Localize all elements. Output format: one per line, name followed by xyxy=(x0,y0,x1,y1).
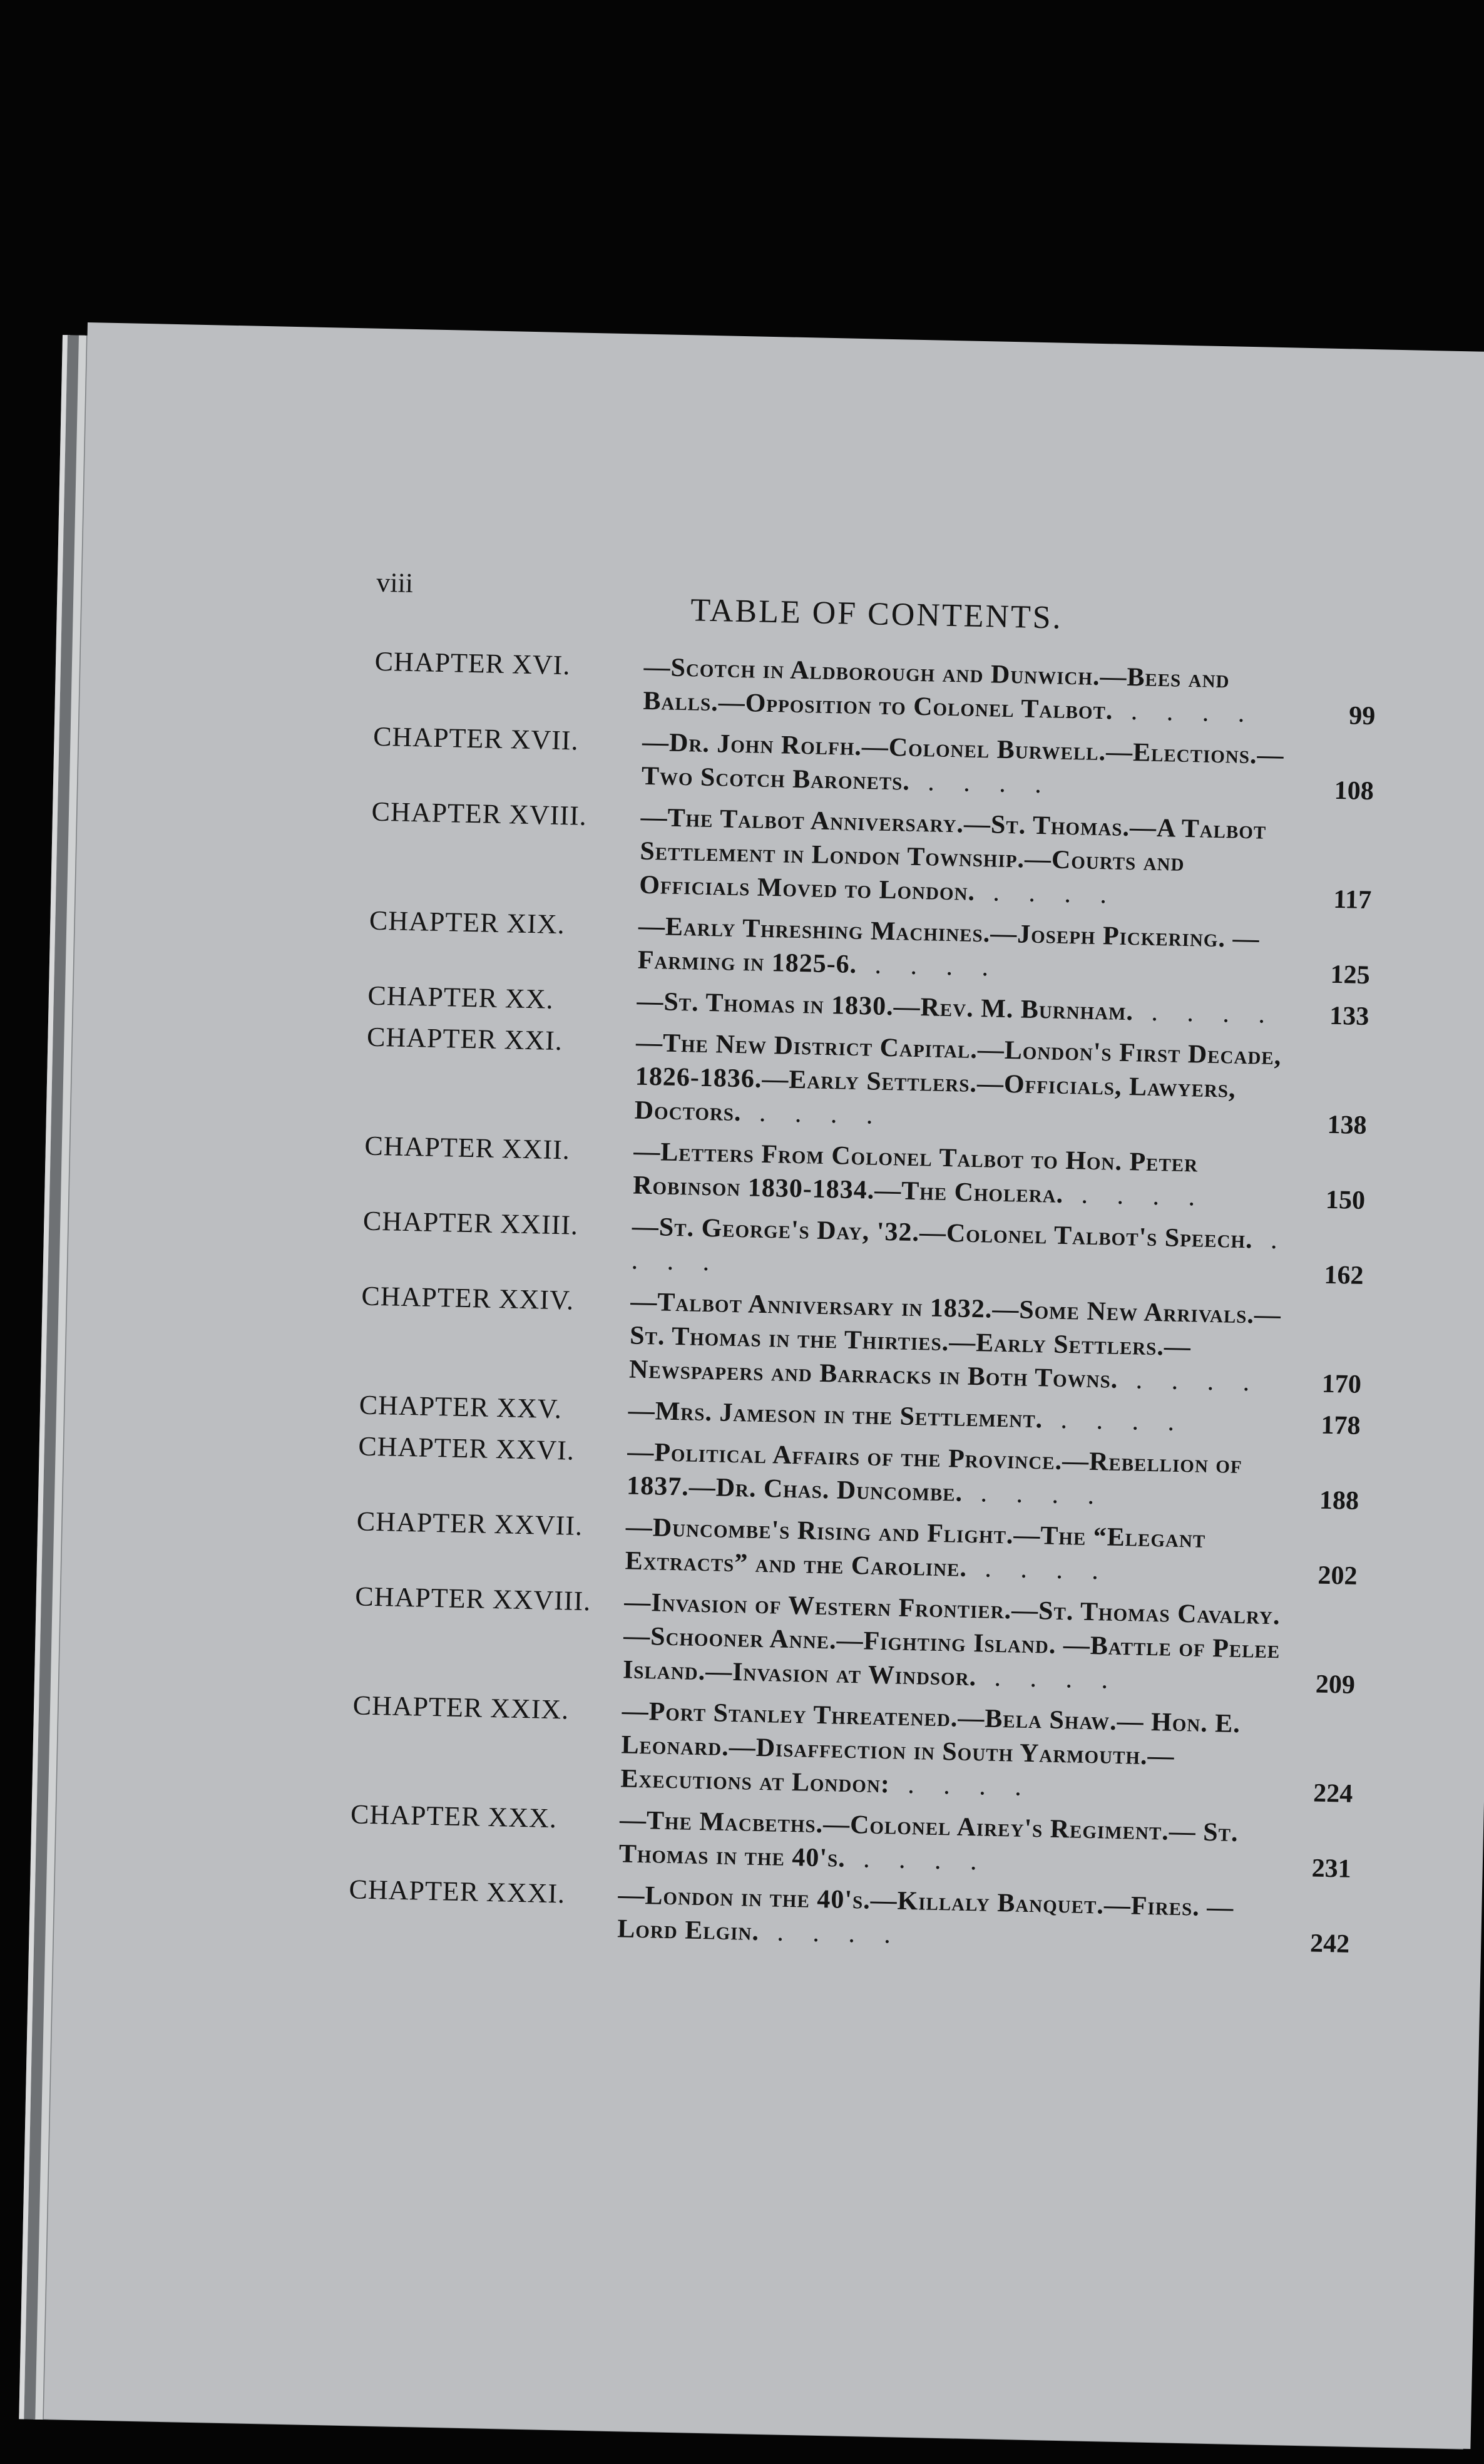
toc-entry xyxy=(356,1504,1358,1593)
chapter-label: CHAPTER XXVI. xyxy=(357,1430,575,1466)
page-title: TABLE OF CONTENTS. xyxy=(690,592,1063,636)
chapter-description: —Duncombe's Rising and Flight.—The “Elegant Extracts” and the Caroline. . . . . xyxy=(625,1512,1206,1586)
chapter-description: —Invasion of Western Frontier.—St. Thomas Cavalry.—Schooner Anne.—Fighting Island. —Battle of Pelee Island.—Invasion at Windsor. . . . . xyxy=(622,1588,1281,1695)
chapter-label: CHAPTER XVII. xyxy=(372,721,580,756)
chapter-description: —Talbot Anniversary in 1832.—Some New Arrivals.—St. Thomas in the Thirties.—Early Settlers.—Newspapers and Barracks in Both Towns. . . . . xyxy=(628,1287,1282,1397)
chapter-description: —Dr. John Rolfh.—Colonel Burwell.—Elections.—Two Scotch Baronets. . . . . xyxy=(641,727,1284,799)
chapter-page-number: 133 xyxy=(1329,1001,1369,1032)
toc-entry xyxy=(374,645,1376,733)
chapter-page-number: 202 xyxy=(1318,1561,1358,1591)
toc-entry xyxy=(349,1797,1352,1886)
chapter-label: CHAPTER XVIII. xyxy=(371,796,588,831)
chapter-description: —St. Thomas in 1830.—Rev. M. Burnham. . . . . xyxy=(636,987,1277,1030)
chapter-page-number: 125 xyxy=(1330,960,1371,990)
chapter-description: —Early Threshing Machines.—Joseph Pickering. —Farming in 1825-6. . . . . xyxy=(637,911,1260,982)
chapter-description: —Port Stanley Threatened.—Bela Shaw.— Hon. E. Leonard.—Disaffection in South Yarmouth.—Executions at London: . . . . xyxy=(620,1697,1241,1802)
chapter-description: —St. George's Day, '32.—Colonel Talbot's Speech. . . . . xyxy=(631,1212,1289,1277)
chapter-page-number: 209 xyxy=(1315,1670,1356,1700)
table-of-contents xyxy=(348,645,1376,1969)
chapter-page-number: 108 xyxy=(1334,776,1374,806)
chapter-label: CHAPTER XXIV. xyxy=(361,1280,575,1316)
chapter-label: CHAPTER XXVII. xyxy=(356,1506,583,1541)
chapter-page-number: 99 xyxy=(1348,701,1376,731)
chapter-page-number: 178 xyxy=(1321,1410,1361,1440)
chapter-label: CHAPTER XX. xyxy=(367,980,555,1015)
toc-entry xyxy=(370,795,1373,917)
chapter-page-number: 117 xyxy=(1333,885,1372,915)
chapter-page-number: 224 xyxy=(1313,1779,1353,1809)
chapter-description: —Letters From Colonel Talbot to Hon. Peter Robinson 1830-1834.—The Cholera. . . . . xyxy=(632,1137,1207,1212)
toc-entry xyxy=(354,1579,1357,1702)
chapter-label: CHAPTER XXVIII. xyxy=(354,1581,591,1617)
toc-entry xyxy=(351,1688,1354,1810)
chapter-label: CHAPTER XXIX. xyxy=(352,1690,570,1725)
chapter-page-number: 188 xyxy=(1319,1486,1359,1516)
book-page xyxy=(44,322,1484,2449)
chapter-label: CHAPTER XXV. xyxy=(359,1389,563,1425)
chapter-label: CHAPTER XXX. xyxy=(350,1799,558,1834)
toc-entry xyxy=(372,720,1375,808)
chapter-page-number: 162 xyxy=(1324,1260,1364,1291)
toc-entry xyxy=(348,1872,1351,1961)
chapter-label: CHAPTER XVI. xyxy=(374,645,571,681)
chapter-description: —Mrs. Jameson in the Settlement. . . . . xyxy=(628,1396,1186,1437)
toc-entry xyxy=(360,1280,1363,1402)
toc-entry xyxy=(362,1204,1364,1293)
chapter-page-number: 150 xyxy=(1325,1185,1366,1216)
chapter-description: —The Talbot Anniversary.—St. Thomas.—A Talbot Settlement in London Township.—Courts and Officials Moved to London. . . . . xyxy=(638,803,1267,910)
chapter-label: CHAPTER XXIII. xyxy=(362,1205,579,1241)
chapter-page-number: 170 xyxy=(1321,1369,1362,1399)
chapter-description: —The New District Capital.—London's First Decade, 1826-1836.—Early Settlers.—Officials, Lawyers, Doctors. . . . . xyxy=(634,1028,1282,1130)
toc-entry xyxy=(364,1129,1366,1218)
chapter-page-number: 138 xyxy=(1327,1110,1368,1141)
page-number: viii xyxy=(376,567,414,598)
chapter-label: CHAPTER XXXI. xyxy=(349,1874,566,1909)
chapter-label: CHAPTER XXII. xyxy=(364,1130,571,1166)
chapter-label: CHAPTER XXI. xyxy=(366,1021,563,1057)
chapter-label: CHAPTER XIX. xyxy=(369,905,566,940)
toc-entry xyxy=(357,1429,1360,1517)
chapter-page-number: 231 xyxy=(1311,1854,1352,1884)
chapter-description: —Political Affairs of the Province.—Rebellion of 1837.—Dr. Chas. Duncombe. . . . . xyxy=(626,1437,1243,1511)
chapter-description: —Scotch in Aldborough and Dunwich.—Bees and Balls.—Opposition to Colonel Talbot. . . . . xyxy=(643,652,1256,729)
chapter-page-number: 242 xyxy=(1309,1929,1350,1959)
toc-entry xyxy=(368,904,1371,992)
chapter-description: —The Macbeths.—Colonel Airey's Regiment.— St. Thomas in the 40's. . . . . xyxy=(618,1805,1239,1876)
chapter-description: —London in the 40's.—Killaly Banquet.—Fires. —Lord Elgin. . . . . xyxy=(617,1881,1234,1949)
toc-entry xyxy=(365,1020,1368,1142)
